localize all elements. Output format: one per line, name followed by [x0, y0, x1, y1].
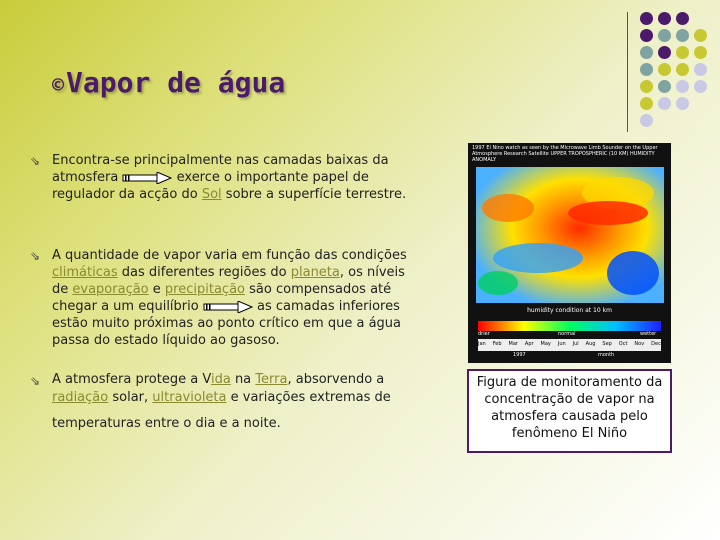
- month-label: Sep: [602, 341, 612, 347]
- el-nino-humidity-image: [468, 143, 671, 363]
- month-label: Apr: [524, 341, 534, 347]
- bullet-text: na: [234, 372, 252, 387]
- month-label: May: [540, 341, 551, 347]
- bullet-text: A atmosfera protege a V: [52, 372, 211, 387]
- link-ultravioleta[interactable]: ultravioleta: [152, 390, 227, 405]
- decorative-dot: [694, 63, 707, 76]
- decorative-dot: [658, 97, 671, 110]
- month-label: Oct: [618, 341, 628, 347]
- month-label: Aug: [585, 341, 596, 347]
- link-terra[interactable]: Terra: [255, 372, 288, 387]
- decorative-dot: [694, 80, 707, 93]
- decorative-dot: [694, 29, 707, 42]
- decorative-dot: [658, 29, 671, 42]
- decorative-dot: [676, 46, 689, 59]
- bullet-text: exerce o importante papel de: [176, 170, 369, 185]
- bullet-text: regulador da acção do: [52, 187, 198, 202]
- decorative-dot: [640, 29, 653, 42]
- month-label: Jun: [557, 341, 566, 347]
- decorative-dot: [676, 80, 689, 93]
- month-label: Feb: [492, 341, 502, 347]
- link-vida[interactable]: ida: [210, 372, 231, 387]
- link-precipitacao[interactable]: precipitação: [164, 282, 245, 297]
- month-label: Jul: [572, 341, 579, 347]
- link-evaporacao[interactable]: evaporação: [72, 282, 149, 297]
- link-radiacao[interactable]: radiação: [52, 390, 109, 405]
- link-planeta[interactable]: planeta: [290, 265, 340, 280]
- bullet-text: , os níveis de: [52, 265, 405, 297]
- decorative-dot: [640, 63, 653, 76]
- bullet-item-3: [30, 371, 422, 433]
- link-sol[interactable]: Sol: [201, 187, 222, 202]
- bullet-text: são compensados até chegar a um equilíbrio: [52, 282, 392, 314]
- decorative-dot: [658, 46, 671, 59]
- decorative-dot: [640, 97, 653, 110]
- decorative-dot: [640, 46, 653, 59]
- bullet-text: solar,: [112, 390, 149, 405]
- bullet-text: atmosfera: [52, 170, 119, 185]
- decorative-dot: [658, 12, 671, 25]
- page-title: [52, 66, 285, 99]
- scale-mid-label: normal: [558, 331, 576, 337]
- divider-line: [627, 12, 628, 132]
- year-label: 1997: [513, 352, 526, 358]
- bullet-arrow-icon: ⇘: [30, 374, 41, 388]
- bullet-arrow-icon: ⇘: [30, 154, 41, 168]
- bullet-item-1: [30, 152, 422, 203]
- bullet-text: Encontra-se principalmente nas camadas baixas da: [52, 153, 389, 168]
- implies-arrow-icon: [203, 301, 253, 313]
- decorative-dot: [676, 12, 689, 25]
- bullet-text: , absorvendo a: [287, 372, 385, 387]
- decorative-dot: [658, 63, 671, 76]
- decorative-dot: [676, 63, 689, 76]
- bullet-text: A quantidade de vapor varia em função das condições: [52, 248, 407, 263]
- copyright-icon: ©: [52, 73, 65, 97]
- decorative-dot: [640, 114, 653, 127]
- implies-arrow-icon: [122, 172, 172, 184]
- bullet-text: e: [152, 282, 161, 297]
- month-label: Dec: [651, 341, 661, 347]
- scale-right-label: wetter: [640, 331, 657, 337]
- decorative-dot: [640, 12, 653, 25]
- months-row: [478, 341, 661, 347]
- figure-caption: Figura de monitoramento da concentração de vapor na atmosfera causada pelo fenômeno El Niño: [467, 369, 672, 453]
- month-label: Jan: [478, 341, 486, 347]
- decorative-dot: [658, 80, 671, 93]
- bullet-text: temperaturas entre o dia e a noite.: [52, 416, 281, 431]
- bullet-text: as camadas inferiores estão muito próximas ao ponto crítico em que a água passa do estado líquido ao gasoso.: [52, 299, 401, 348]
- decorative-dot: [694, 46, 707, 59]
- month-label: Nov: [634, 341, 645, 347]
- bullet-text: das diferentes regiões do: [121, 265, 287, 280]
- decorative-dot: [676, 97, 689, 110]
- decorative-dot: [676, 29, 689, 42]
- decorative-dot: [640, 80, 653, 93]
- bullet-text: sobre a superfície terrestre.: [225, 187, 407, 202]
- link-climaticas[interactable]: climáticas: [52, 265, 118, 280]
- month-label: month: [598, 352, 615, 358]
- scale-left-label: drier: [478, 331, 490, 337]
- figure-scale-label: humidity condition at 10 km: [527, 307, 612, 314]
- title-text: Vapor de água: [66, 66, 286, 99]
- bullet-text: e variações extremas de: [230, 390, 391, 405]
- bullet-item-2: [30, 247, 422, 349]
- bullet-arrow-icon: ⇘: [30, 249, 41, 263]
- month-label: Mar: [508, 341, 518, 347]
- figure-header: 1997 El Nino watch as seen by the Microwave Limb Sounder on the Upper Atmosphere Research Satellite UPPER TROPOSPHERIC (10 KM) HUMIDITY ANOMALY: [472, 145, 658, 163]
